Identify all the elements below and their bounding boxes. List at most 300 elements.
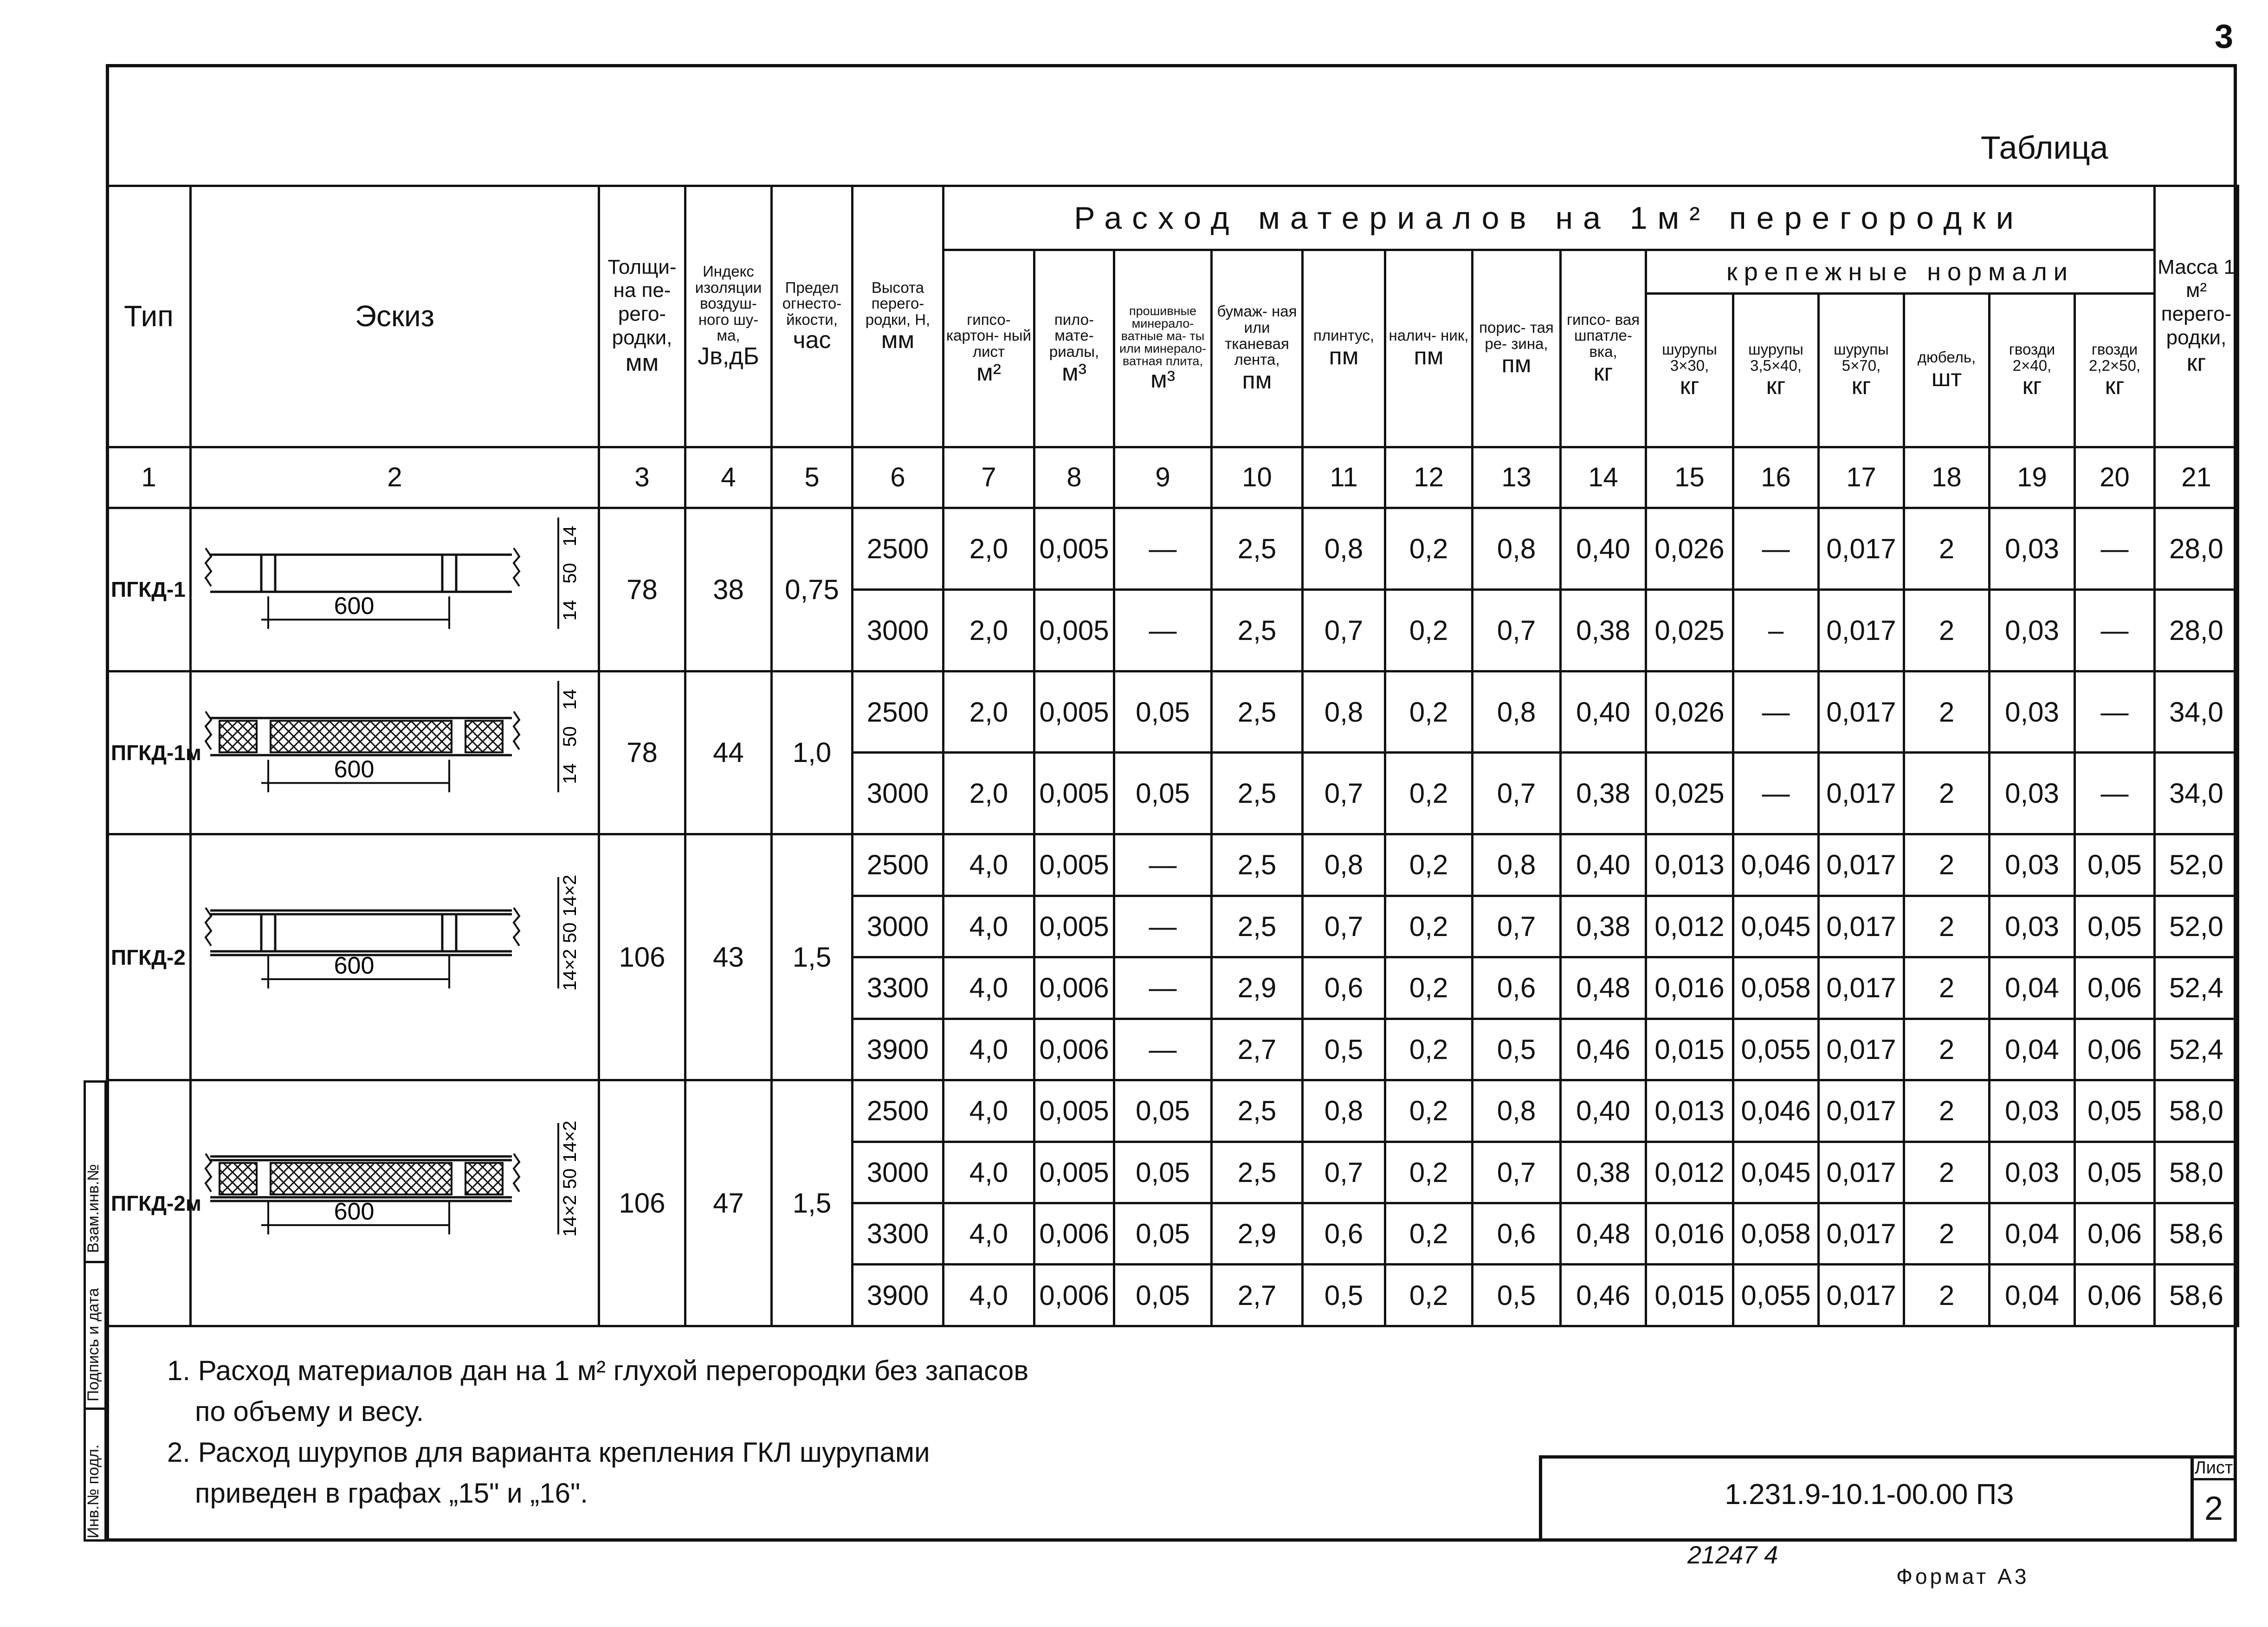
partition-sketch — [192, 1101, 595, 1306]
header-gypsum-board — [943, 250, 1034, 447]
stamp-field-signature: Подпись и дата — [84, 1288, 102, 1401]
stamp-divider — [86, 1407, 104, 1410]
cell-lumber: 0,006 — [1034, 1019, 1114, 1080]
header-screws-3_5x40-label: шурупы 3,5×40, — [1748, 340, 1803, 374]
cell-porous-rubber: 0,6 — [1473, 1203, 1561, 1264]
header-screws-5x70 — [1819, 294, 1904, 447]
cell-tape: 2,5 — [1212, 671, 1303, 753]
header-row-1 — [107, 186, 2238, 250]
header-tape-unit: пм — [1242, 367, 1272, 394]
colnum: 18 — [1904, 447, 1990, 508]
cell-nails-2x40: 0,04 — [1990, 957, 2075, 1019]
cell-gypsum-board: 2,0 — [943, 589, 1034, 671]
cell-tape: 2,5 — [1212, 1080, 1303, 1142]
cell-screws-3x30: 0,026 — [1646, 671, 1733, 753]
header-lumber-label: пило- мате- риалы, — [1049, 310, 1099, 360]
cell-screws-3x30: 0,015 — [1646, 1265, 1733, 1326]
cell-screws-3x30: 0,026 — [1646, 508, 1733, 589]
cell-nails-2_2x50: 0,05 — [2075, 1080, 2155, 1142]
cell-screws-3_5x40: 0,045 — [1733, 1142, 1819, 1203]
cell-nails-2_2x50: — — [2075, 753, 2155, 834]
cell-trim: 0,2 — [1385, 753, 1473, 834]
cell-dowel: 2 — [1904, 753, 1990, 834]
table-data-body — [107, 508, 2238, 1326]
cell-putty: 0,46 — [1561, 1265, 1646, 1326]
side-dimension-label: 50 — [560, 726, 580, 747]
colnum: 5 — [772, 447, 853, 508]
partition-fire: 1,0 — [772, 671, 853, 834]
dimension-label: 600 — [334, 756, 375, 783]
colnum: 19 — [1990, 447, 2075, 508]
side-dimension-label: 14 — [560, 763, 580, 784]
partition-fire: 1,5 — [772, 1080, 853, 1326]
cell-putty: 0,48 — [1561, 957, 1646, 1019]
cell-porous-rubber: 0,7 — [1473, 589, 1561, 671]
cell-nails-2x40: 0,03 — [1990, 589, 2075, 671]
header-dowel-label: дюбель, — [1917, 349, 1976, 366]
header-thickness — [599, 186, 685, 447]
colnum: 20 — [2075, 447, 2155, 508]
cell-screws-3_5x40: 0,058 — [1733, 1203, 1819, 1264]
cell-mass: 58,6 — [2155, 1203, 2238, 1264]
cell-tape: 2,5 — [1212, 508, 1303, 589]
header-nails-2_2x50 — [2075, 294, 2155, 447]
header-screws-3_5x40-unit: кг — [1766, 373, 1786, 400]
header-dowel-unit: шт — [1931, 364, 1962, 392]
header-screws-3x30-unit: кг — [1680, 373, 1699, 400]
partition-thickness: 78 — [599, 508, 685, 671]
format-label: Формат А3 — [1896, 1564, 2029, 1588]
cell-dowel: 2 — [1904, 508, 1990, 589]
cell-porous-rubber: 0,8 — [1473, 671, 1561, 753]
header-fire-limit-label: Предел огнесто- йкости, — [782, 278, 842, 328]
header-thickness-unit: мм — [625, 349, 659, 377]
sheet-label: Лист — [2193, 1458, 2234, 1480]
cell-porous-rubber: 0,5 — [1473, 1265, 1561, 1326]
colnum: 2 — [191, 447, 599, 508]
partition-fire: 0,75 — [772, 508, 853, 671]
cell-height: 3300 — [853, 957, 943, 1019]
side-dimension-label: 14×2 — [560, 1194, 580, 1237]
header-putty-unit: кг — [1593, 359, 1613, 386]
cell-dowel: 2 — [1904, 1019, 1990, 1080]
header-height-label: Высота перего- родки, H, — [865, 278, 930, 328]
colnum: 9 — [1114, 447, 1212, 508]
table-row — [107, 1080, 2238, 1142]
table-row — [107, 834, 2238, 896]
header-nails-2x40-label: гвозди 2×40, — [2009, 340, 2055, 374]
colnum: 3 — [599, 447, 685, 508]
colnum: 6 — [853, 447, 943, 508]
header-sound-index-label: Индекс изоляции воздуш- ного шу- ма, — [695, 262, 762, 344]
colnum: 17 — [1819, 447, 1904, 508]
cell-plinth: 0,6 — [1303, 957, 1385, 1019]
cell-height: 3000 — [853, 1142, 943, 1203]
cell-nails-2_2x50: 0,05 — [2075, 834, 2155, 896]
colnum: 1 — [107, 447, 191, 508]
cell-plinth: 0,8 — [1303, 508, 1385, 589]
cell-screws-5x70: 0,017 — [1819, 1080, 1904, 1142]
cell-screws-3_5x40: 0,045 — [1733, 896, 1819, 957]
header-materials-title: Расход материалов на 1м² перегородки — [943, 186, 2155, 250]
cell-screws-3_5x40: 0,046 — [1733, 834, 1819, 896]
colnum: 16 — [1733, 447, 1819, 508]
header-fasteners-title: крепежные нормали — [1646, 250, 2155, 294]
cell-screws-3x30: 0,016 — [1646, 957, 1733, 1019]
header-sketch: Эскиз — [191, 186, 599, 447]
colnum: 21 — [2155, 447, 2238, 508]
cell-mineral-wool: — — [1114, 508, 1212, 589]
sketch-cell — [191, 671, 599, 834]
cell-nails-2_2x50: 0,05 — [2075, 896, 2155, 957]
cell-dowel: 2 — [1904, 671, 1990, 753]
header-nails-2x40 — [1990, 294, 2075, 447]
dimension-label: 600 — [334, 593, 375, 620]
cell-lumber: 0,006 — [1034, 1265, 1114, 1326]
cell-mineral-wool: 0,05 — [1114, 1203, 1212, 1264]
cell-trim: 0,2 — [1385, 1019, 1473, 1080]
notes-block — [167, 1350, 1028, 1514]
cell-nails-2x40: 0,03 — [1990, 753, 2075, 834]
header-porous-rubber-label: порис- тая ре- зина, — [1479, 319, 1554, 352]
side-dimension-label: 50 — [560, 563, 580, 584]
side-dimension-label: 14 — [560, 526, 580, 547]
header-height — [853, 186, 943, 447]
header-screws-3x30-label: шурупы 3×30, — [1662, 340, 1717, 374]
cell-screws-5x70: 0,017 — [1819, 1019, 1904, 1080]
cell-plinth: 0,8 — [1303, 1080, 1385, 1142]
cell-plinth: 0,7 — [1303, 753, 1385, 834]
cell-trim: 0,2 — [1385, 957, 1473, 1019]
cell-nails-2_2x50: 0,05 — [2075, 1142, 2155, 1203]
header-porous-rubber-unit: пм — [1501, 351, 1531, 378]
partition-type: ПГКД-1 — [107, 508, 191, 671]
stamp-field-inv: Инв.№ подл. — [84, 1444, 102, 1538]
cell-screws-5x70: 0,017 — [1819, 589, 1904, 671]
cell-screws-3x30: 0,013 — [1646, 834, 1733, 896]
stamp-divider — [86, 1261, 104, 1263]
colnum: 14 — [1561, 447, 1646, 508]
colnum: 12 — [1385, 447, 1473, 508]
header-plinth-unit: пм — [1329, 343, 1359, 370]
cell-putty: 0,46 — [1561, 1019, 1646, 1080]
cell-lumber: 0,006 — [1034, 957, 1114, 1019]
cell-trim: 0,2 — [1385, 834, 1473, 896]
partition-sketch — [192, 685, 595, 820]
cell-lumber: 0,005 — [1034, 508, 1114, 589]
partition-thickness: 78 — [599, 671, 685, 834]
colnum: 8 — [1034, 447, 1114, 508]
header-screws-5x70-label: шурупы 5×70, — [1834, 340, 1889, 374]
cell-mineral-wool: 0,05 — [1114, 753, 1212, 834]
header-trim-unit: пм — [1414, 343, 1444, 370]
colnum: 4 — [685, 447, 772, 508]
cell-mass: 28,0 — [2155, 589, 2238, 671]
cell-tape: 2,7 — [1212, 1019, 1303, 1080]
cell-lumber: 0,005 — [1034, 896, 1114, 957]
cell-porous-rubber: 0,8 — [1473, 834, 1561, 896]
cell-putty: 0,38 — [1561, 896, 1646, 957]
cell-nails-2x40: 0,04 — [1990, 1203, 2075, 1264]
cell-height: 3900 — [853, 1019, 943, 1080]
cell-dowel: 2 — [1904, 957, 1990, 1019]
colnum: 10 — [1212, 447, 1303, 508]
note-line: 2. Расход шурупов для варианта крепления ГКЛ шурупами — [167, 1437, 930, 1468]
header-sound-index — [685, 186, 772, 447]
cell-height: 2500 — [853, 671, 943, 753]
cell-nails-2x40: 0,03 — [1990, 1080, 2075, 1142]
cell-mineral-wool: 0,05 — [1114, 1080, 1212, 1142]
document-code: 1.231.9-10.1-00.00 ПЗ — [1725, 1479, 2014, 1511]
cell-dowel: 2 — [1904, 896, 1990, 957]
cell-height: 3300 — [853, 1203, 943, 1264]
partition-index: 47 — [685, 1080, 772, 1326]
cell-screws-5x70: 0,017 — [1819, 896, 1904, 957]
cell-trim: 0,2 — [1385, 1203, 1473, 1264]
header-nails-2_2x50-label: гвозди 2,2×50, — [2088, 340, 2141, 374]
note-line: приведен в графах „15" и „16". — [195, 1478, 588, 1509]
cell-gypsum-board: 2,0 — [943, 508, 1034, 589]
cell-plinth: 0,5 — [1303, 1265, 1385, 1326]
cell-trim: 0,2 — [1385, 896, 1473, 957]
materials-table — [106, 185, 2239, 1327]
cell-mineral-wool: 0,05 — [1114, 671, 1212, 753]
table-row — [107, 508, 2238, 589]
colnum: 13 — [1473, 447, 1561, 508]
cell-screws-5x70: 0,017 — [1819, 1142, 1904, 1203]
cell-mineral-wool: — — [1114, 1019, 1212, 1080]
cell-mineral-wool: 0,05 — [1114, 1265, 1212, 1326]
cell-trim: 0,2 — [1385, 1265, 1473, 1326]
cell-nails-2_2x50: 0,06 — [2075, 1203, 2155, 1264]
cell-mineral-wool: 0,05 — [1114, 1142, 1212, 1203]
header-mass — [2155, 186, 2238, 447]
cell-mass: 58,0 — [2155, 1142, 2238, 1203]
table-row — [107, 671, 2238, 753]
cell-gypsum-board: 4,0 — [943, 1142, 1034, 1203]
cell-porous-rubber: 0,8 — [1473, 1080, 1561, 1142]
cell-height: 3000 — [853, 753, 943, 834]
cell-mass: 52,0 — [2155, 834, 2238, 896]
handwritten-note: 21247 4 — [1687, 1541, 1778, 1569]
cell-screws-3_5x40: — — [1733, 753, 1819, 834]
cell-mineral-wool: — — [1114, 834, 1212, 896]
cell-trim: 0,2 — [1385, 1142, 1473, 1203]
cell-putty: 0,40 — [1561, 1080, 1646, 1142]
cell-height: 3000 — [853, 896, 943, 957]
header-nails-2_2x50-unit: кг — [2105, 373, 2125, 400]
header-type: Тип — [107, 186, 191, 447]
colnum: 15 — [1646, 447, 1733, 508]
cell-lumber: 0,005 — [1034, 1080, 1114, 1142]
cell-nails-2x40: 0,03 — [1990, 1142, 2075, 1203]
cell-tape: 2,5 — [1212, 753, 1303, 834]
cell-putty: 0,40 — [1561, 508, 1646, 589]
cell-screws-5x70: 0,017 — [1819, 957, 1904, 1019]
cell-height: 3900 — [853, 1265, 943, 1326]
cell-nails-2x40: 0,03 — [1990, 671, 2075, 753]
cell-gypsum-board: 4,0 — [943, 1265, 1034, 1326]
cell-dowel: 2 — [1904, 834, 1990, 896]
cell-plinth: 0,7 — [1303, 589, 1385, 671]
cell-screws-3_5x40: – — [1733, 589, 1819, 671]
cell-nails-2x40: 0,03 — [1990, 834, 2075, 896]
stamp-field-replace: Взам.инв.№ — [84, 1164, 102, 1253]
cell-mass: 58,0 — [2155, 1080, 2238, 1142]
cell-gypsum-board: 4,0 — [943, 896, 1034, 957]
cell-nails-2_2x50: 0,06 — [2075, 1265, 2155, 1326]
cell-gypsum-board: 4,0 — [943, 957, 1034, 1019]
header-plinth-label: плинтус, — [1313, 327, 1375, 344]
header-trim-label: налич- ник, — [1389, 327, 1469, 344]
cell-height: 2500 — [853, 1080, 943, 1142]
header-screws-5x70-unit: кг — [1851, 373, 1871, 400]
partition-type: ПГКД-1м — [107, 671, 191, 834]
header-porous-rubber — [1473, 250, 1561, 447]
cell-plinth: 0,8 — [1303, 834, 1385, 896]
cell-screws-3x30: 0,012 — [1646, 1142, 1733, 1203]
cell-lumber: 0,005 — [1034, 1142, 1114, 1203]
cell-mass: 34,0 — [2155, 753, 2238, 834]
cell-screws-3_5x40: — — [1733, 671, 1819, 753]
cell-gypsum-board: 4,0 — [943, 834, 1034, 896]
partition-thickness: 106 — [599, 1080, 685, 1326]
cell-mass: 52,4 — [2155, 1019, 2238, 1080]
side-dimension-label: 14 — [560, 600, 580, 621]
cell-mineral-wool: — — [1114, 896, 1212, 957]
cell-nails-2x40: 0,04 — [1990, 1019, 2075, 1080]
cell-putty: 0,40 — [1561, 834, 1646, 896]
cell-putty: 0,48 — [1561, 1203, 1646, 1264]
header-trim — [1385, 250, 1473, 447]
cell-gypsum-board: 4,0 — [943, 1019, 1034, 1080]
side-dimension-label: 50 — [560, 922, 580, 943]
side-dimension-label: 14×2 — [560, 874, 580, 917]
cell-screws-5x70: 0,017 — [1819, 834, 1904, 896]
header-sound-index-unit: Jв,дБ — [698, 343, 759, 370]
cell-mass: 28,0 — [2155, 508, 2238, 589]
cell-screws-3x30: 0,015 — [1646, 1019, 1733, 1080]
cell-screws-3_5x40: 0,055 — [1733, 1265, 1819, 1326]
header-lumber-unit: м³ — [1061, 359, 1087, 386]
cell-tape: 2,9 — [1212, 957, 1303, 1019]
cell-porous-rubber: 0,6 — [1473, 957, 1561, 1019]
cell-screws-5x70: 0,017 — [1819, 1265, 1904, 1326]
cell-plinth: 0,5 — [1303, 1019, 1385, 1080]
dimension-label: 600 — [334, 952, 375, 979]
header-lumber — [1034, 250, 1114, 447]
cell-tape: 2,5 — [1212, 834, 1303, 896]
cell-putty: 0,38 — [1561, 1142, 1646, 1203]
partition-thickness: 106 — [599, 834, 685, 1080]
cell-nails-2_2x50: — — [2075, 671, 2155, 753]
cell-putty: 0,38 — [1561, 753, 1646, 834]
partition-sketch — [192, 522, 595, 657]
header-nails-2x40-unit: кг — [2022, 373, 2042, 400]
cell-plinth: 0,6 — [1303, 1203, 1385, 1264]
side-dimension-label: 50 — [560, 1168, 580, 1189]
colnum: 7 — [943, 447, 1034, 508]
cell-porous-rubber: 0,7 — [1473, 753, 1561, 834]
header-thickness-label: Толщи- на пе- рего- родки, — [607, 255, 677, 349]
corner-number: 3 — [2215, 18, 2234, 55]
side-dimension-label: 14 — [560, 689, 580, 710]
header-fire-limit — [772, 186, 853, 447]
cell-mass: 58,6 — [2155, 1265, 2238, 1326]
cell-nails-2_2x50: — — [2075, 589, 2155, 671]
cell-putty: 0,40 — [1561, 671, 1646, 753]
cell-gypsum-board: 2,0 — [943, 753, 1034, 834]
header-tape-label: бумаж- ная или тканевая лента, — [1217, 303, 1297, 368]
cell-screws-3_5x40: 0,058 — [1733, 957, 1819, 1019]
partition-sketch — [192, 855, 595, 1060]
sketch-cell — [191, 508, 599, 671]
cell-screws-3_5x40: 0,046 — [1733, 1080, 1819, 1142]
cell-screws-5x70: 0,017 — [1819, 1203, 1904, 1264]
cell-height: 2500 — [853, 834, 943, 896]
table-label: Таблица — [1981, 129, 2108, 166]
cell-dowel: 2 — [1904, 589, 1990, 671]
cell-gypsum-board: 4,0 — [943, 1080, 1034, 1142]
cell-porous-rubber: 0,7 — [1473, 1142, 1561, 1203]
cell-tape: 2,7 — [1212, 1265, 1303, 1326]
cell-screws-5x70: 0,017 — [1819, 508, 1904, 589]
note-line: 1. Расход материалов дан на 1 м² глухой перегородки без запасов — [167, 1355, 1029, 1386]
side-dimension-label: 14×2 — [560, 949, 580, 991]
cell-lumber: 0,005 — [1034, 834, 1114, 896]
partition-index: 44 — [685, 671, 772, 834]
cell-screws-5x70: 0,017 — [1819, 671, 1904, 753]
cell-lumber: 0,005 — [1034, 671, 1114, 753]
cell-height: 3000 — [853, 589, 943, 671]
cell-nails-2x40: 0,03 — [1990, 508, 2075, 589]
cell-dowel: 2 — [1904, 1080, 1990, 1142]
cell-trim: 0,2 — [1385, 508, 1473, 589]
note-line: по объему и весу. — [195, 1396, 424, 1427]
cell-screws-3x30: 0,012 — [1646, 896, 1733, 957]
cell-nails-2x40: 0,04 — [1990, 1265, 2075, 1326]
side-dimension-label: 14×2 — [560, 1120, 580, 1162]
header-gypsum-board-unit: м² — [976, 359, 1002, 386]
colnum: 11 — [1303, 447, 1385, 508]
header-mass-label: Масса 1 м² перего- родки, — [2158, 255, 2235, 349]
header-height-unit: мм — [881, 327, 915, 354]
cell-mineral-wool: — — [1114, 957, 1212, 1019]
cell-screws-3_5x40: 0,055 — [1733, 1019, 1819, 1080]
cell-screws-3x30: 0,016 — [1646, 1203, 1733, 1264]
cell-plinth: 0,7 — [1303, 1142, 1385, 1203]
header-screws-3x30 — [1646, 294, 1733, 447]
cell-dowel: 2 — [1904, 1203, 1990, 1264]
cell-lumber: 0,005 — [1034, 589, 1114, 671]
cell-gypsum-board: 2,0 — [943, 671, 1034, 753]
cell-tape: 2,5 — [1212, 589, 1303, 671]
header-tape — [1212, 250, 1303, 447]
header-mineral-wool — [1114, 250, 1212, 447]
header-putty — [1561, 250, 1646, 447]
cell-tape: 2,5 — [1212, 1142, 1303, 1203]
partition-type: ПГКД-2м — [107, 1080, 191, 1326]
cell-screws-3x30: 0,025 — [1646, 589, 1733, 671]
sheet-number: 2 — [2204, 1490, 2223, 1527]
header-mineral-wool-unit: м³ — [1150, 366, 1176, 394]
dimension-label: 600 — [334, 1198, 375, 1225]
partition-index: 38 — [685, 508, 772, 671]
header-plinth — [1303, 250, 1385, 447]
cell-nails-2x40: 0,03 — [1990, 896, 2075, 957]
cell-screws-3x30: 0,013 — [1646, 1080, 1733, 1142]
cell-dowel: 2 — [1904, 1265, 1990, 1326]
